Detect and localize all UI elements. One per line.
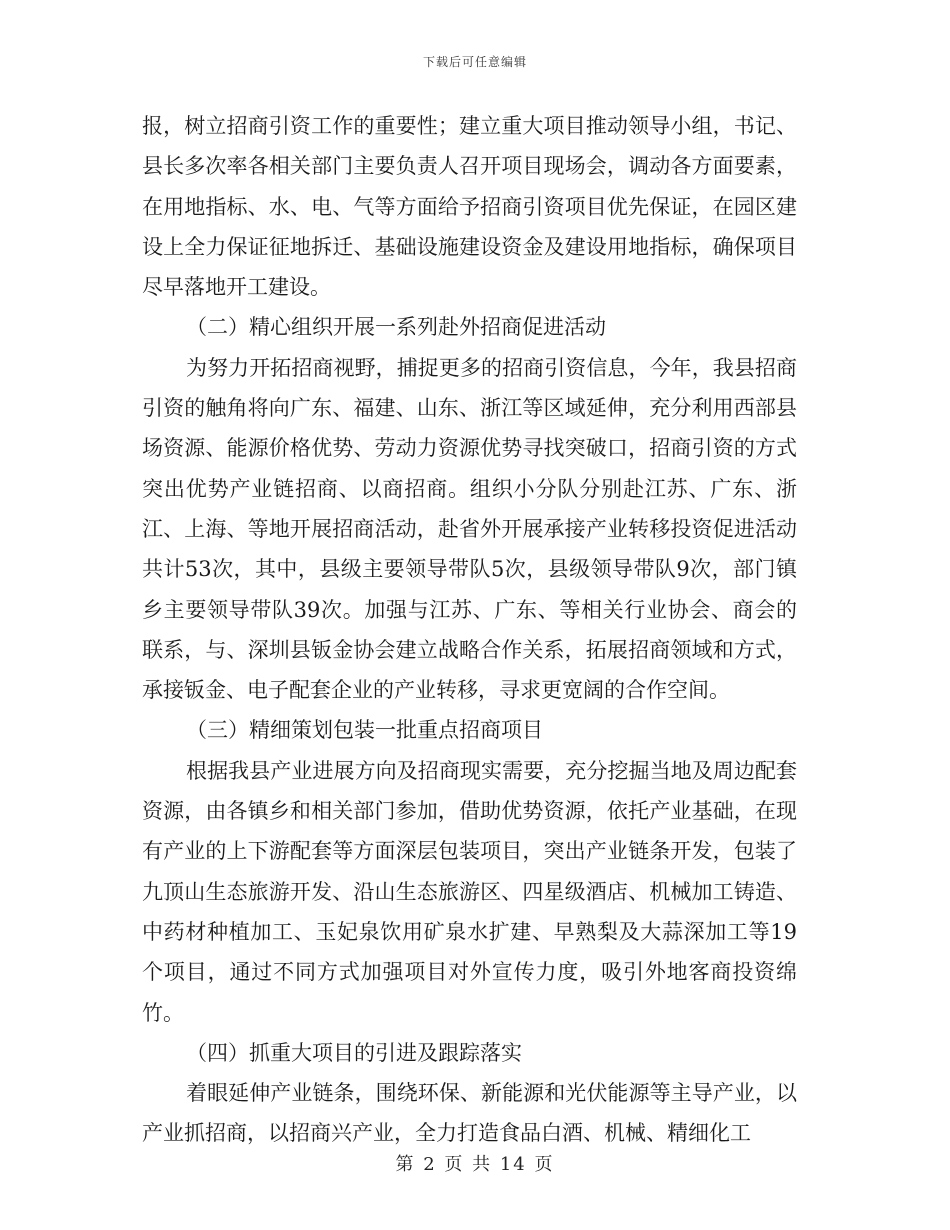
body-paragraph: 着眼延伸产业链条，围绕环保、新能源和光伏能源等主导产业，以产业抓招商，以招商兴产业，全力打造食品白酒、机械、精细化工: [142, 1081, 797, 1146]
page-number-footer: 第 2 页 共 14 页: [395, 1154, 555, 1175]
section-heading: （四）抓重大项目的引进及跟踪落实: [186, 1040, 522, 1065]
body-paragraph: 为努力开拓招商视野，捕捉更多的招商引资信息，今年，我县招商引资的触角将向广东、福建、山东、浙江等区域延伸，充分利用西部县场资源、能源价格优势、劳动力资源优势寻找突破口，招商引资的方式突出优势产业链招商、以商招商。组织小分队分别赴江苏、广东、浙江、上海、等地开展招商活动，赴省外开展承接产业转移投资促进活动共计53次，其中，县级主要领导带队5次，县级领导带队9次，部门镇乡主要领导带队39次。加强与江苏、广东、等相关行业协会、商会的联系，与、深圳县钣金协会建立战略合作关系，拓展招商领域和方式，承接钣金、电子配套企业的产业转移，寻求更宽阔的合作空间。: [142, 355, 797, 703]
section-heading: （三）精细策划包装一批重点招商项目: [186, 718, 543, 743]
page-header: 下载后可任意编辑: [422, 55, 527, 69]
section-heading: （二）精心组织开展一系列赴外招商促进活动: [186, 315, 606, 340]
body-paragraph: 根据我县产业进展方向及招商现实需要，充分挖掘当地及周边配套资源，由各镇乡和相关部门参加，借助优势资源，依托产业基础，在现有产业的上下游配套等方面深层包装项目，突出产业链条开发，包装了九顶山生态旅游开发、沿山生态旅游区、四星级酒店、机械加工铸造、中药材种植加工、玉妃泉饮用矿泉水扩建、早熟梨及大蒜深加工等19个项目，通过不同方式加强项目对外宣传力度，吸引外地客商投资绵竹。: [142, 758, 797, 1025]
body-paragraph: 报，树立招商引资工作的重要性；建立重大项目推动领导小组，书记、县长多次率各相关部门主要负责人召开项目现场会，调动各方面要素，在用地指标、水、电、气等方面给予招商引资项目优先保证，在园区建设上全力保证征地拆迁、基础设施建设资金及建设用地指标，确保项目尽早落地开工建设。: [142, 114, 797, 300]
document-body: [142, 106, 797, 1154]
